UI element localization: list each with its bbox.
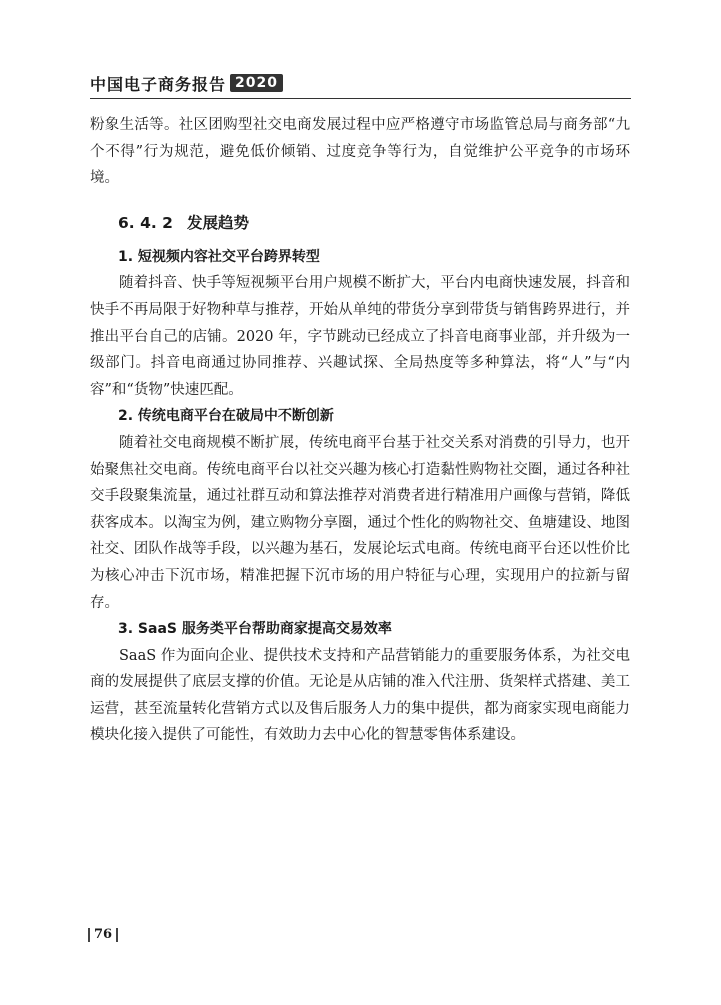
page-body: [90, 112, 630, 749]
footer-bar-left: [88, 928, 90, 942]
header-divider: [90, 98, 631, 99]
subsection-heading-2: 2. 传统电商平台在破局中不断创新: [118, 408, 334, 425]
section-number: 6. 4. 2: [118, 213, 173, 232]
subsection-paragraph-1: 随着抖音、快手等短视频平台用户规模不断扩大，平台内电商快速发展，抖音和快手不再局限于好物种草与推荐，开始从单纯的带货分享到带货与销售跨界进行，并推出平台自己的店铺。2020 年，字节跳动已经成立了抖音电商事业部，并升级为一级部门。抖音电商通过协同推荐、兴趣试探、全局热度等多种算法，将“人”与“内容”和“货物”快速匹配。: [90, 275, 630, 398]
section-title: 发展趋势: [186, 213, 249, 232]
section-heading: [118, 210, 630, 236]
running-header: [90, 72, 283, 94]
subsection-paragraph-2: 随着社交电商规模不断扩展，传统电商平台基于社交关系对消费的引导力，也开始聚焦社交电商。传统电商平台以社交兴趣为核心打造黏性购物社交圈，通过各种社交手段聚集流量，通过社群互动和算法推荐对消费者进行精准用户画像与营销，降低获客成本。以淘宝为例，建立购物分享圈，通过个性化的购物社交、鱼塘建设、地图社交、团队作战等手段，以兴趣为基石，发展论坛式电商。传统电商平台还以性价比为核心冲击下沉市场，精准把握下沉市场的用户特征与心理，实现用户的拉新与留存。: [90, 434, 630, 611]
subsection-heading-3: 3. SaaS 服务类平台帮助商家提高交易效率: [118, 621, 392, 638]
report-title: 中国电子商务报告: [90, 74, 227, 94]
page-number: 76: [94, 927, 113, 942]
footer-bar-right: [116, 928, 118, 942]
page-footer: [88, 927, 118, 942]
report-year-badge: 2020: [230, 74, 283, 92]
subsection-heading-1: 1. 短视频内容社交平台跨界转型: [118, 248, 320, 265]
subsection-paragraph-3: SaaS 作为面向企业、提供技术支持和产品营销能力的重要服务体系，为社交电商的发展提供了底层支撑的价值。无论是从店铺的准入代注册、货架样式搭建、美工运营，甚至流量转化营销方式以及售后服务人力的集中提供，都为商家实现电商能力模块化接入提供了可能性，有效助力去中心化的智慧零售体系建设。: [90, 647, 630, 744]
intro-paragraph: 粉象生活等。社区团购型社交电商发展过程中应严格遵守市场监管总局与商务部“九个不得”行为规范，避免低价倾销、过度竞争等行为，自觉维护公平竞争的市场环境。: [90, 117, 630, 187]
